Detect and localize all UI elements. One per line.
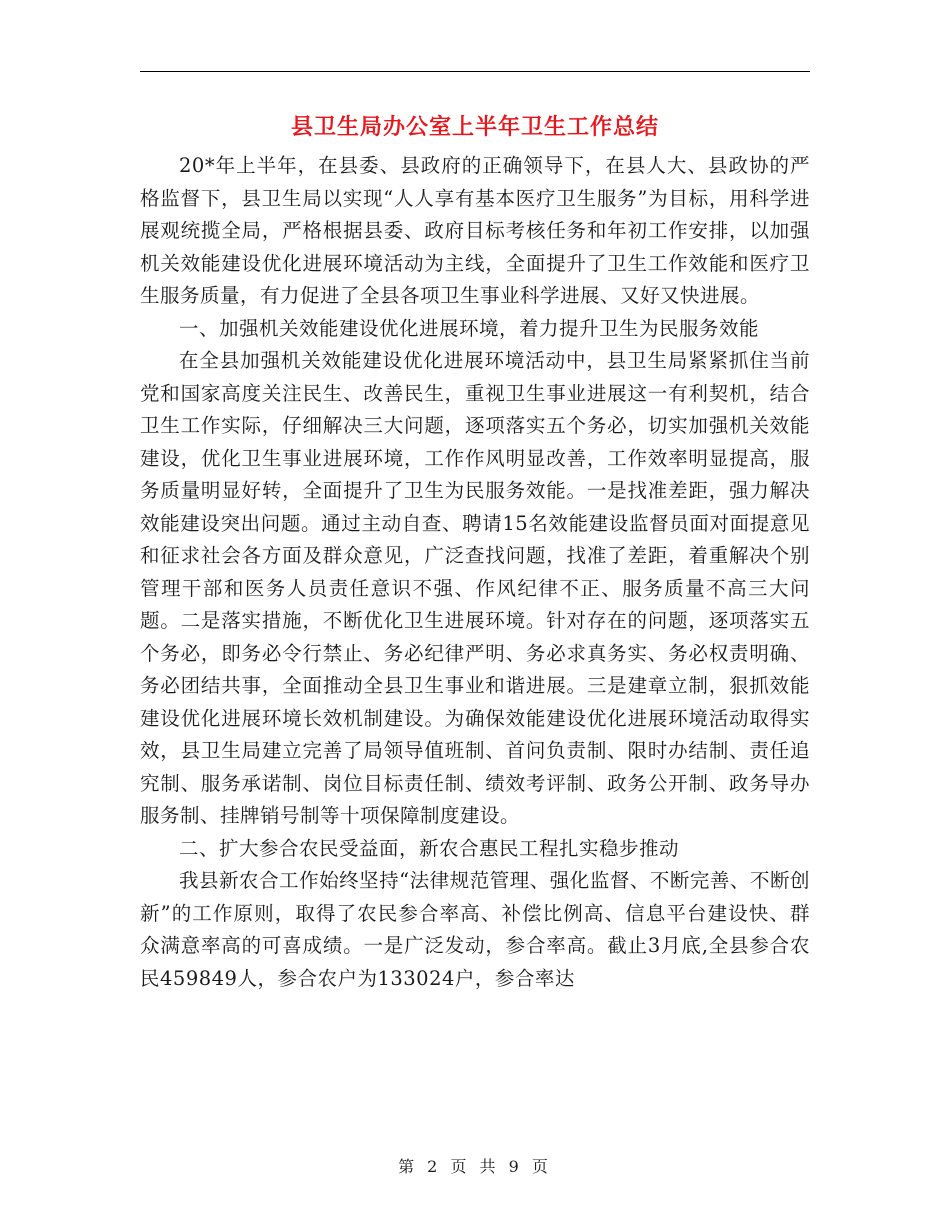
paragraph-intro: 20*年上半年，在县委、县政府的正确领导下，在县人大、县政协的严格监督下，县卫生局以实现“人人享有基本医疗卫生服务”为目标，用科学进展观统揽全局，严格根据县委、政府目标考核任务和年初工作安排，以加强机关效能建设优化进展环境活动为主线，全面提升了卫生工作效能和医疗卫生服务质量，有力促进了全县各项卫生事业科学进展、又好又快进展。 xyxy=(140,154,810,307)
paragraph-section-2: 我县新农合工作始终坚持“法律规范管理、强化监督、不断完善、不断创新”的工作原则，取得了农民参合率高、补偿比例高、信息平台建设快、群众满意率高的可喜成绩。一是广泛发动，参合率高。截止3月底,全县参合农民459849人，参合农户为133024户，参合率达 xyxy=(140,869,810,990)
page-number-footer: 第 2 页 共 9 页 xyxy=(398,1157,552,1176)
header-rule xyxy=(140,71,810,72)
document-body xyxy=(140,150,810,995)
section-heading-2: 二、扩大参合农民受益面，新农合惠民工程扎实稳步推动 xyxy=(179,836,680,860)
paragraph-section-1: 在全县加强机关效能建设优化进展环境活动中，县卫生局紧紧抓住当前党和国家高度关注民生、改善民生，重视卫生事业进展这一有利契机，结合卫生工作实际，仔细解决三大问题，逐项落实五个务必，切实加强机关效能建设，优化卫生事业进展环境，工作作风明显改善，工作效率明显提高，服务质量明显好转，全面提升了卫生为民服务效能。一是找准差距，强力解决效能建设突出问题。通过主动自查、聘请15名效能建设监督员面对面提意见和征求社会各方面及群众意见，广泛查找问题，找准了差距，着重解决个别管理干部和医务人员责任意识不强、作风纪律不正、服务质量不高三大问题。二是落实措施，不断优化卫生进展环境。针对存在的问题，逐项落实五个务必，即务必令行禁止、务必纪律严明、务必求真务实、务必权责明确、务必团结共事，全面推动全县卫生事业和谐进展。三是建章立制，狠抓效能建设优化进展环境长效机制建设。为确保效能建设优化进展环境活动取得实效，县卫生局建立完善了局领导值班制、首问负责制、限时办结制、责任追究制、服务承诺制、岗位目标责任制、绩效考评制、政务公开制、政务导办服务制、挂牌销号制等十项保障制度建设。 xyxy=(140,349,810,827)
document-title: 县卫生局办公室上半年卫生工作总结 xyxy=(290,114,659,140)
section-heading-1: 一、加强机关效能建设优化进展环境，着力提升卫生为民服务效能 xyxy=(179,316,760,340)
